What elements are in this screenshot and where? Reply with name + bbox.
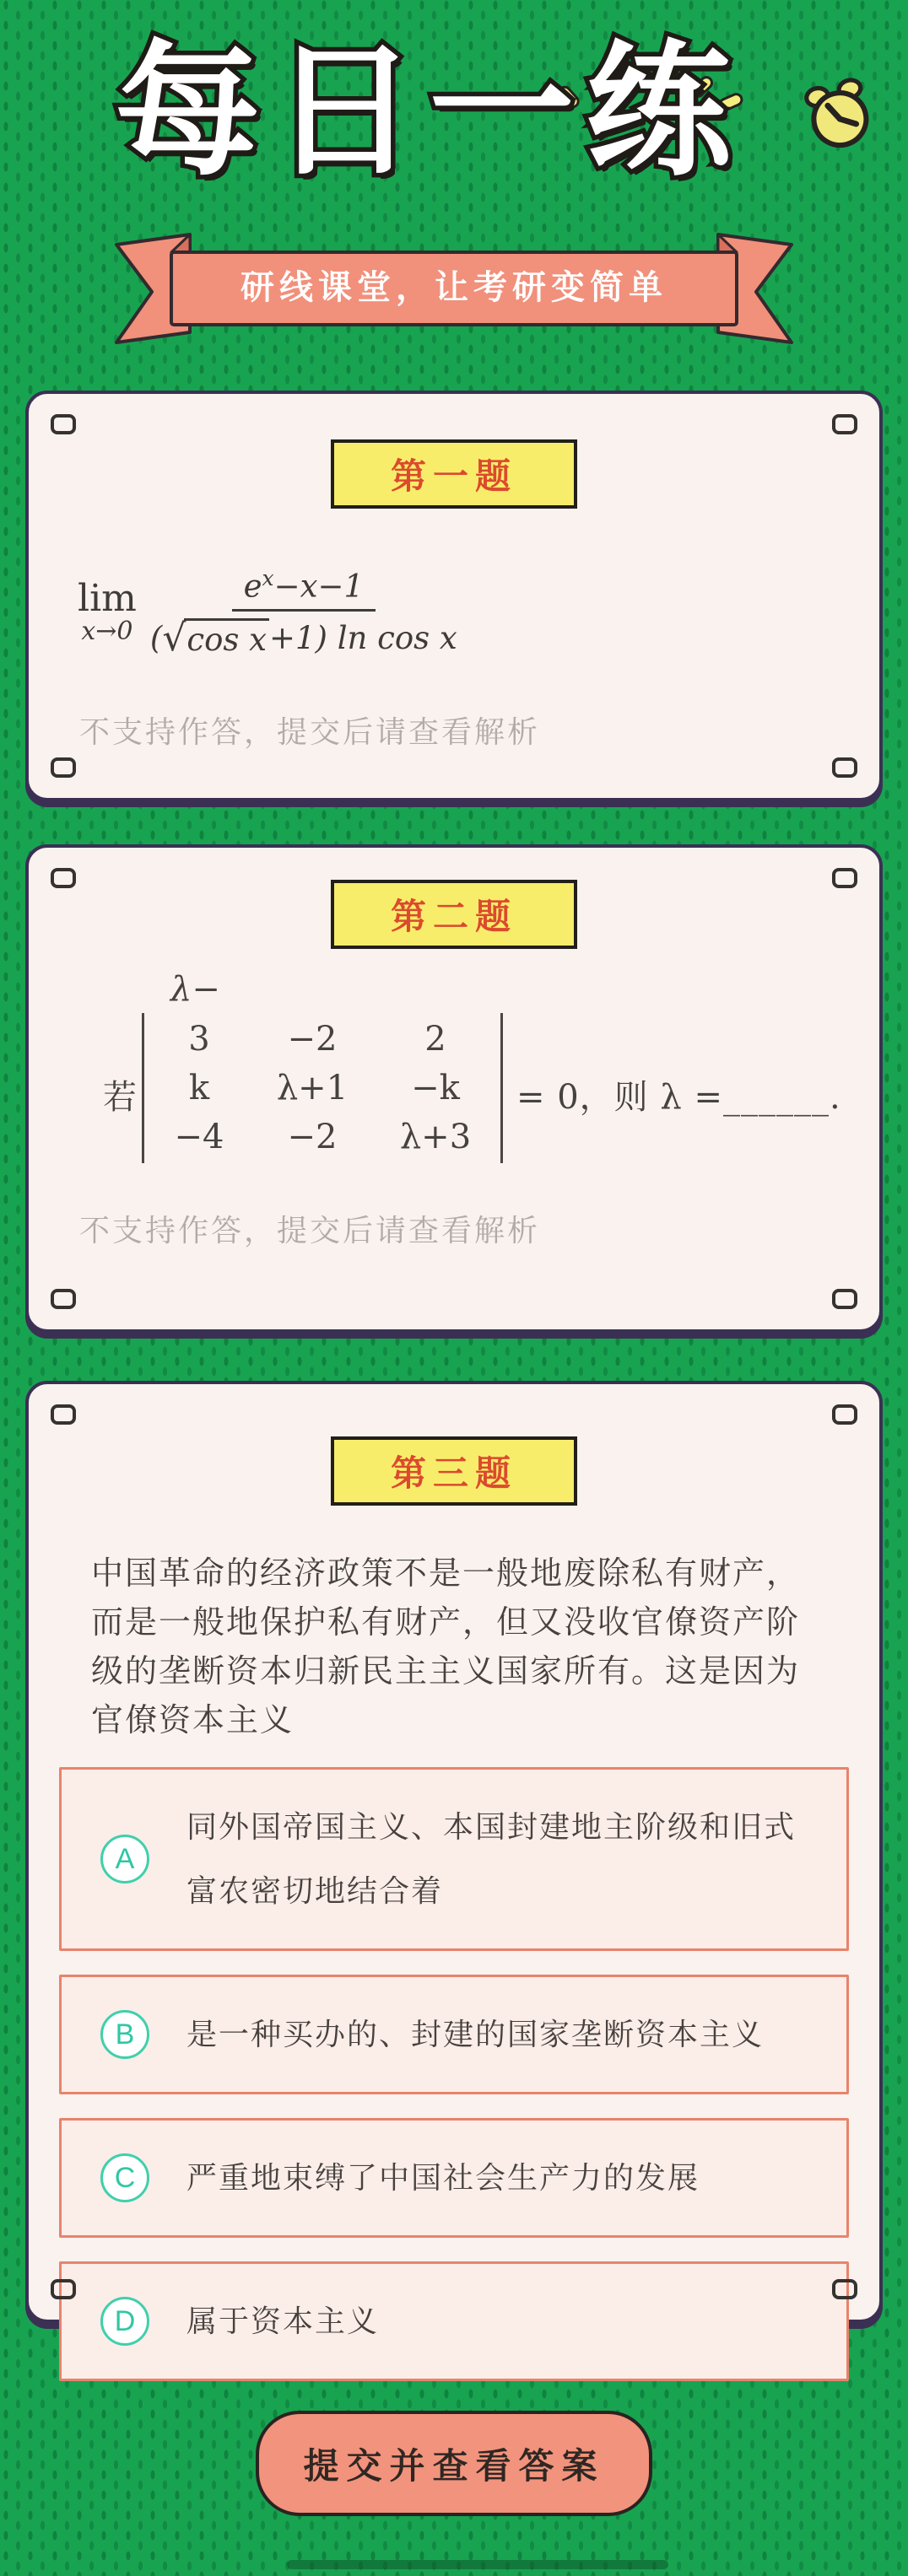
if-character: 若 xyxy=(103,1078,137,1116)
corner-screw-icon xyxy=(832,1289,857,1309)
header xyxy=(0,24,908,213)
corner-screw-icon xyxy=(832,868,857,888)
option-letter-badge: D xyxy=(100,2297,149,2346)
corner-screw-icon xyxy=(832,1404,857,1425)
question-card-3 xyxy=(25,1381,883,2338)
option-text: 同外国帝国主义、本国封建地主阶级和旧式富农密切地结合着 xyxy=(186,1809,797,1908)
corner-screw-icon xyxy=(51,414,76,434)
page-title: 每日一练 xyxy=(115,30,743,192)
option-a[interactable] xyxy=(59,1767,849,1951)
question-badge: 第一题 xyxy=(331,439,577,509)
submit-button[interactable]: 提交并查看答案 xyxy=(256,2411,652,2516)
question-badge: 第二题 xyxy=(331,880,577,949)
question-card-1 xyxy=(25,391,883,801)
option-text: 属于资本主义 xyxy=(186,2304,380,2338)
option-letter-badge: C xyxy=(100,2153,149,2202)
fraction: $e^x-x-1$ ( √ cos x +1) ln cos x xyxy=(149,566,457,660)
corner-screw-icon xyxy=(51,1404,76,1425)
hint-text: 不支持作答，提交后请查看解析 xyxy=(79,714,541,750)
ribbon-slogan: 研线课堂，让考研变简单 xyxy=(241,268,667,306)
limit-operator: lim x→0 xyxy=(78,577,137,647)
option-d[interactable] xyxy=(59,2261,849,2381)
option-b[interactable] xyxy=(59,1975,849,2094)
determinant: 3 −2 2 k λ+1 −k −4 −2 λ+3 xyxy=(142,1013,503,1163)
limit-formula xyxy=(78,566,879,660)
corner-screw-icon xyxy=(51,2279,76,2299)
corner-screw-icon xyxy=(832,2279,857,2299)
question-card-2 xyxy=(25,844,883,1333)
question-badge: 第三题 xyxy=(331,1436,577,1506)
corner-screw-icon xyxy=(832,757,857,778)
matrix-overhang: λ− xyxy=(170,970,220,1009)
determinant-bar xyxy=(500,1013,503,1163)
option-letter-badge: B xyxy=(100,2010,149,2059)
corner-screw-icon xyxy=(51,757,76,778)
corner-screw-icon xyxy=(51,1289,76,1309)
radical-icon: √ xyxy=(162,617,186,660)
corner-screw-icon xyxy=(51,868,76,888)
option-letter-badge: A xyxy=(100,1835,149,1883)
ribbon-banner xyxy=(108,225,800,352)
equation-suffix: = 0，则 λ =______. xyxy=(516,1077,841,1117)
options-list xyxy=(59,1767,849,2381)
hint-text: 不支持作答，提交后请查看解析 xyxy=(79,1213,541,1248)
option-c[interactable] xyxy=(59,2118,849,2238)
alarm-clock-icon xyxy=(803,73,876,157)
horizontal-scrollbar[interactable] xyxy=(287,2560,668,2569)
question-stem: 中国革命的经济政策不是一般地废除私有财产，而是一般地保护私有财产，但又没收官僚资产阶级的垄断资本归新民主主义国家所有。这是因为官僚资本主义 xyxy=(91,1556,801,1738)
corner-screw-icon xyxy=(832,414,857,434)
option-text: 是一种买办的、封建的国家垄断资本主义 xyxy=(186,2017,765,2051)
determinant-formula xyxy=(103,966,879,1163)
option-text: 严重地束缚了中国社会生产力的发展 xyxy=(186,2160,700,2195)
